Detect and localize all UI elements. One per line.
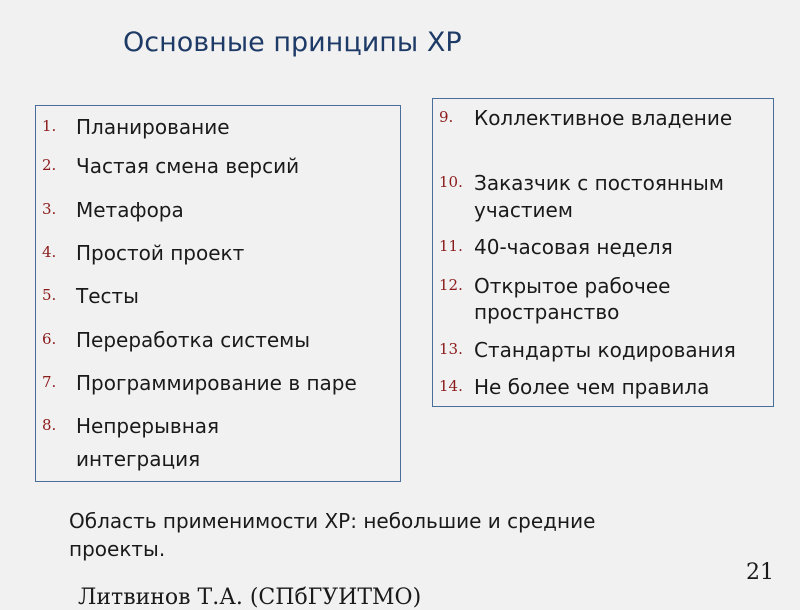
item-number: 11. [439, 237, 463, 255]
applicability-note [69, 507, 595, 563]
item-text: интеграция [76, 447, 201, 471]
item-text: Не более чем правила [474, 375, 710, 399]
item-text: пространство [474, 300, 620, 324]
item-number: 13. [439, 340, 463, 358]
item-text: Коллективное владение [474, 106, 733, 130]
item-number: 2. [42, 156, 57, 174]
item-text: участием [474, 198, 573, 222]
item-number: 14. [439, 377, 463, 395]
item-text: Простой проект [76, 241, 245, 265]
item-text: Планирование [76, 115, 230, 139]
item-number: 9. [439, 108, 454, 126]
item-number: 8. [42, 416, 57, 434]
item-text: 40-часовая неделя [474, 235, 673, 259]
item-text: Открытое рабочее [474, 274, 671, 298]
item-text: Частая смена версий [76, 154, 300, 178]
item-number: 7. [42, 373, 57, 391]
item-text: Непрерывная [76, 414, 220, 438]
note-line: Область применимости XP: небольшие и средние [69, 509, 596, 533]
item-number: 12. [439, 276, 463, 294]
item-text: Тесты [76, 284, 139, 308]
item-text: Метафора [76, 198, 184, 222]
principles-list-left [35, 105, 401, 482]
item-number: 6. [42, 330, 57, 348]
page-number: 21 [746, 560, 774, 585]
slide-title: Основные принципы XP [123, 27, 462, 58]
item-text: Заказчик с постоянным [474, 171, 724, 195]
item-number: 1. [42, 117, 57, 135]
item-number: 10. [439, 173, 463, 191]
item-text: Программирование в паре [76, 371, 357, 395]
item-text: Стандарты кодирования [474, 338, 736, 362]
principles-list-right [432, 98, 774, 407]
author-credit: Литвинов Т.А. (СПбГУИТМО) [78, 585, 422, 610]
item-number: 3. [42, 200, 57, 218]
item-text: Переработка системы [76, 328, 311, 352]
item-number: 4. [42, 243, 57, 261]
note-line: проекты. [69, 537, 166, 561]
item-number: 5. [42, 286, 57, 304]
